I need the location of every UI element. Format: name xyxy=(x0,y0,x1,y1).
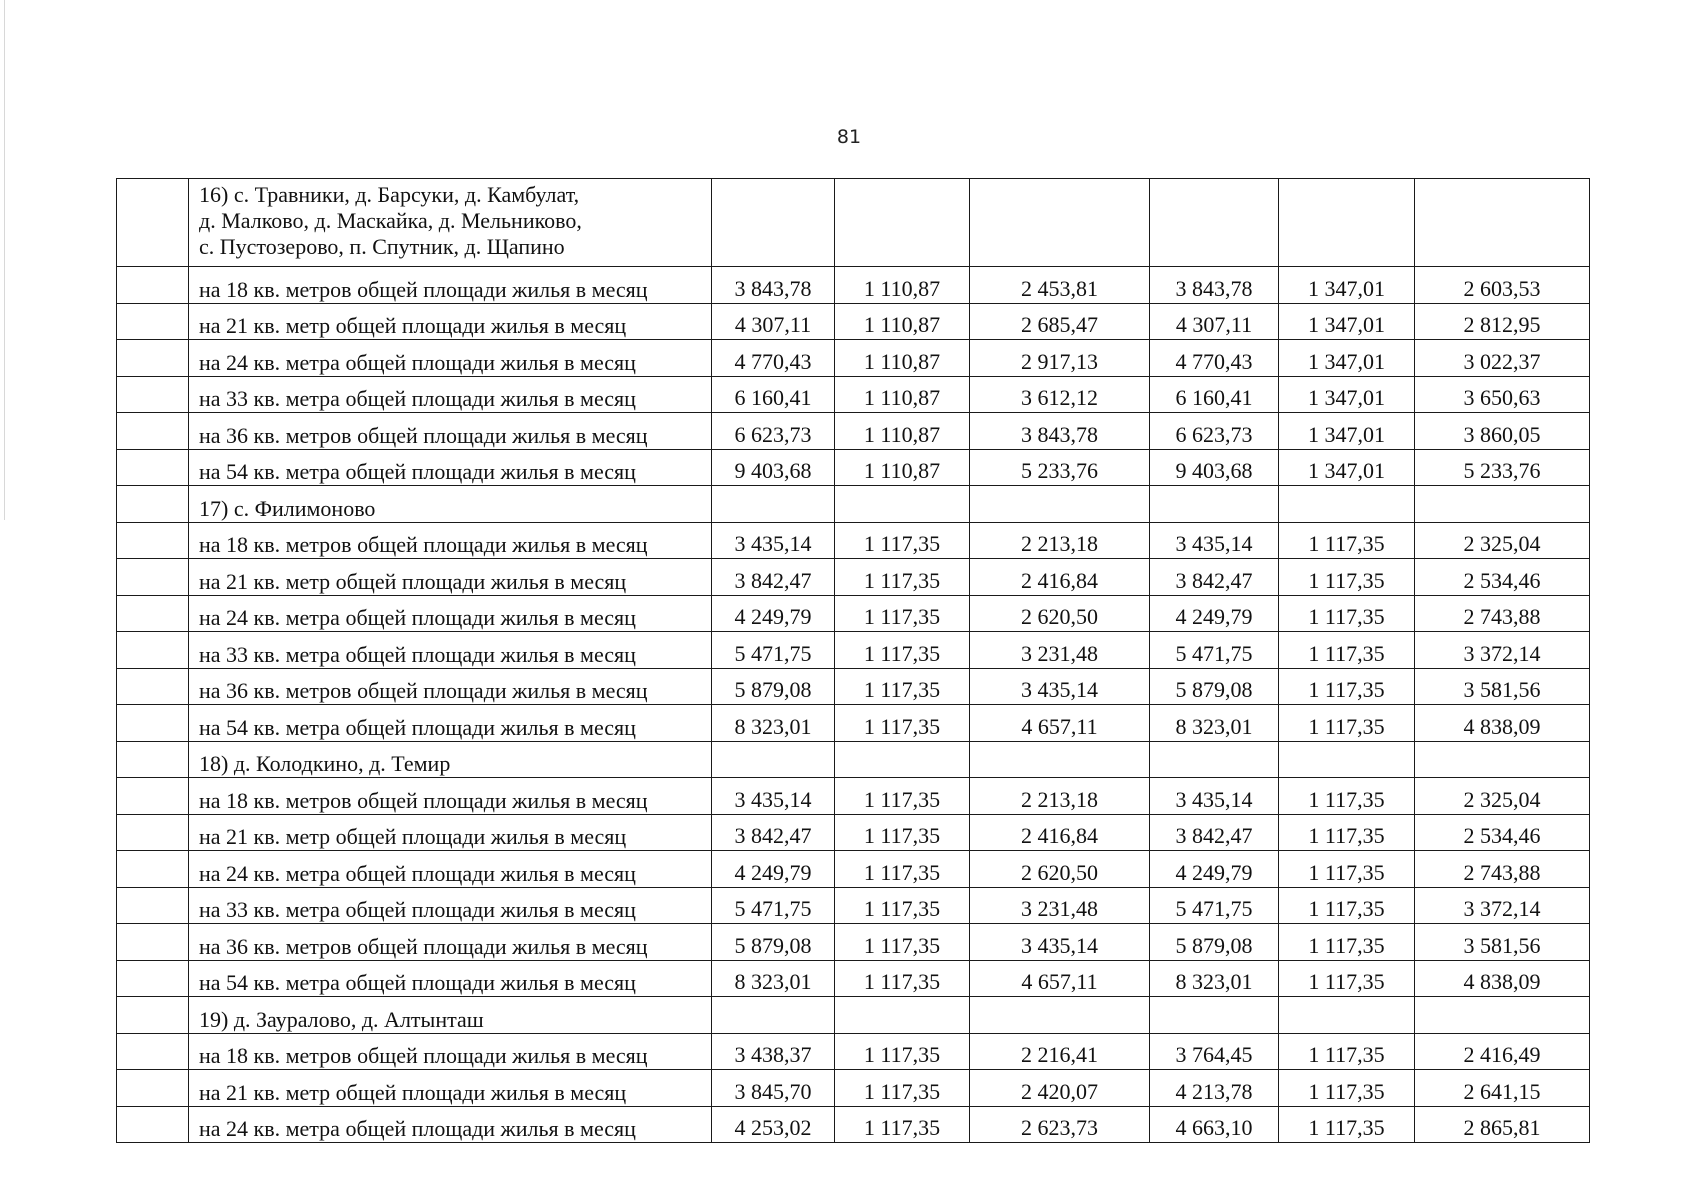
value-cell: 9 403,68 xyxy=(1150,449,1279,486)
empty-value-cell xyxy=(1150,179,1279,267)
value-cell: 5 471,75 xyxy=(1150,887,1279,924)
table-row xyxy=(117,778,1590,815)
value-cell: 1 117,35 xyxy=(835,1070,970,1107)
value-cell: 1 117,35 xyxy=(1279,1033,1415,1070)
empty-value-cell xyxy=(835,741,970,778)
group-title: 19) д. Зауралово, д. Алтынташ xyxy=(189,997,712,1034)
value-cell: 1 117,35 xyxy=(1279,924,1415,961)
value-cell: 3 843,78 xyxy=(1150,267,1279,304)
value-cell: 3 372,14 xyxy=(1415,632,1590,669)
value-cell: 3 764,45 xyxy=(1150,1033,1279,1070)
value-cell: 1 117,35 xyxy=(1279,960,1415,997)
row-number-cell xyxy=(117,924,189,961)
value-cell: 6 160,41 xyxy=(712,376,835,413)
value-cell: 2 743,88 xyxy=(1415,595,1590,632)
empty-value-cell xyxy=(835,486,970,523)
value-cell: 1 117,35 xyxy=(835,705,970,742)
value-cell: 3 842,47 xyxy=(1150,559,1279,596)
row-label: на 18 кв. метров общей площади жилья в месяц xyxy=(189,522,712,559)
row-label: на 36 кв. метров общей площади жилья в месяц xyxy=(189,924,712,961)
value-cell: 1 117,35 xyxy=(1279,595,1415,632)
value-cell: 3 022,37 xyxy=(1415,340,1590,377)
value-cell: 6 623,73 xyxy=(712,413,835,450)
row-number-cell xyxy=(117,522,189,559)
row-label: на 33 кв. метра общей площади жилья в месяц xyxy=(189,887,712,924)
value-cell: 2 865,81 xyxy=(1415,1106,1590,1143)
value-cell: 2 603,53 xyxy=(1415,267,1590,304)
row-label: на 36 кв. метров общей площади жилья в месяц xyxy=(189,668,712,705)
table-row xyxy=(117,632,1590,669)
row-label: на 33 кв. метра общей площади жилья в месяц xyxy=(189,376,712,413)
row-label: на 18 кв. метров общей площади жилья в месяц xyxy=(189,267,712,304)
value-cell: 3 435,14 xyxy=(1150,778,1279,815)
value-cell: 2 534,46 xyxy=(1415,559,1590,596)
value-cell: 1 117,35 xyxy=(1279,522,1415,559)
value-cell: 1 117,35 xyxy=(1279,814,1415,851)
table-body xyxy=(117,179,1590,1143)
group-header-row xyxy=(117,997,1590,1034)
value-cell: 8 323,01 xyxy=(1150,705,1279,742)
value-cell: 2 216,41 xyxy=(970,1033,1150,1070)
row-number-cell xyxy=(117,303,189,340)
table-row xyxy=(117,267,1590,304)
row-number-cell xyxy=(117,960,189,997)
empty-value-cell xyxy=(970,741,1150,778)
table-row xyxy=(117,303,1590,340)
row-number-cell xyxy=(117,486,189,523)
value-cell: 1 347,01 xyxy=(1279,413,1415,450)
value-cell: 3 843,78 xyxy=(712,267,835,304)
value-cell: 1 117,35 xyxy=(835,960,970,997)
value-cell: 3 612,12 xyxy=(970,376,1150,413)
value-cell: 4 307,11 xyxy=(1150,303,1279,340)
value-cell: 3 231,48 xyxy=(970,632,1150,669)
row-label: на 21 кв. метр общей площади жилья в месяц xyxy=(189,303,712,340)
value-cell: 1 117,35 xyxy=(1279,1106,1415,1143)
value-cell: 4 249,79 xyxy=(1150,851,1279,888)
row-number-cell xyxy=(117,632,189,669)
value-cell: 5 879,08 xyxy=(1150,924,1279,961)
value-cell: 2 416,84 xyxy=(970,559,1150,596)
value-cell: 3 438,37 xyxy=(712,1033,835,1070)
value-cell: 2 623,73 xyxy=(970,1106,1150,1143)
value-cell: 4 663,10 xyxy=(1150,1106,1279,1143)
empty-value-cell xyxy=(1279,486,1415,523)
empty-value-cell xyxy=(1415,741,1590,778)
value-cell: 1 117,35 xyxy=(835,851,970,888)
value-cell: 3 842,47 xyxy=(1150,814,1279,851)
value-cell: 3 435,14 xyxy=(1150,522,1279,559)
row-label: на 21 кв. метр общей площади жилья в месяц xyxy=(189,559,712,596)
row-number-cell xyxy=(117,814,189,851)
value-cell: 1 117,35 xyxy=(835,887,970,924)
row-number-cell xyxy=(117,997,189,1034)
value-cell: 3 842,47 xyxy=(712,814,835,851)
value-cell: 1 110,87 xyxy=(835,340,970,377)
empty-value-cell xyxy=(835,997,970,1034)
empty-value-cell xyxy=(1415,179,1590,267)
empty-value-cell xyxy=(1415,997,1590,1034)
value-cell: 1 117,35 xyxy=(835,1106,970,1143)
tariff-table xyxy=(116,178,1590,1143)
value-cell: 2 620,50 xyxy=(970,851,1150,888)
value-cell: 8 323,01 xyxy=(712,960,835,997)
value-cell: 1 117,35 xyxy=(1279,778,1415,815)
empty-value-cell xyxy=(712,179,835,267)
row-label: на 54 кв. метра общей площади жилья в месяц xyxy=(189,449,712,486)
row-number-cell xyxy=(117,179,189,267)
table-row xyxy=(117,1106,1590,1143)
value-cell: 5 879,08 xyxy=(712,668,835,705)
value-cell: 1 110,87 xyxy=(835,413,970,450)
row-number-cell xyxy=(117,413,189,450)
value-cell: 3 435,14 xyxy=(970,924,1150,961)
value-cell: 4 213,78 xyxy=(1150,1070,1279,1107)
empty-value-cell xyxy=(1150,486,1279,523)
value-cell: 1 117,35 xyxy=(835,814,970,851)
row-label: на 54 кв. метра общей площади жилья в месяц xyxy=(189,705,712,742)
row-number-cell xyxy=(117,851,189,888)
value-cell: 2 534,46 xyxy=(1415,814,1590,851)
empty-value-cell xyxy=(1150,741,1279,778)
row-label: на 24 кв. метра общей площади жилья в месяц xyxy=(189,340,712,377)
value-cell: 5 471,75 xyxy=(1150,632,1279,669)
value-cell: 3 435,14 xyxy=(970,668,1150,705)
table-row xyxy=(117,851,1590,888)
row-label: на 33 кв. метра общей площади жилья в месяц xyxy=(189,632,712,669)
value-cell: 2 325,04 xyxy=(1415,522,1590,559)
value-cell: 1 117,35 xyxy=(835,924,970,961)
row-label: на 24 кв. метра общей площади жилья в месяц xyxy=(189,595,712,632)
value-cell: 2 420,07 xyxy=(970,1070,1150,1107)
row-number-cell xyxy=(117,267,189,304)
value-cell: 1 347,01 xyxy=(1279,376,1415,413)
empty-value-cell xyxy=(970,486,1150,523)
empty-value-cell xyxy=(1279,741,1415,778)
value-cell: 2 453,81 xyxy=(970,267,1150,304)
table-row xyxy=(117,559,1590,596)
row-number-cell xyxy=(117,705,189,742)
group-header-row xyxy=(117,179,1590,267)
value-cell: 1 117,35 xyxy=(1279,559,1415,596)
empty-value-cell xyxy=(712,741,835,778)
row-number-cell xyxy=(117,1070,189,1107)
table-row xyxy=(117,449,1590,486)
value-cell: 1 117,35 xyxy=(835,522,970,559)
table-row xyxy=(117,1070,1590,1107)
value-cell: 1 110,87 xyxy=(835,449,970,486)
row-number-cell xyxy=(117,1106,189,1143)
value-cell: 9 403,68 xyxy=(712,449,835,486)
value-cell: 5 233,76 xyxy=(970,449,1150,486)
group-title: 16) с. Травники, д. Барсуки, д. Камбулат, д. Малково, д. Маскайка, д. Мельниково, с. Пустозерово, п. Спутник, д. Щапино xyxy=(189,179,712,267)
empty-value-cell xyxy=(1279,997,1415,1034)
table-row xyxy=(117,960,1590,997)
value-cell: 2 620,50 xyxy=(970,595,1150,632)
value-cell: 1 117,35 xyxy=(835,778,970,815)
empty-value-cell xyxy=(712,997,835,1034)
value-cell: 5 879,08 xyxy=(712,924,835,961)
value-cell: 4 249,79 xyxy=(1150,595,1279,632)
value-cell: 1 117,35 xyxy=(1279,887,1415,924)
group-header-row xyxy=(117,486,1590,523)
row-number-cell xyxy=(117,778,189,815)
row-number-cell xyxy=(117,376,189,413)
value-cell: 4 249,79 xyxy=(712,851,835,888)
value-cell: 4 838,09 xyxy=(1415,705,1590,742)
row-number-cell xyxy=(117,340,189,377)
value-cell: 3 435,14 xyxy=(712,522,835,559)
value-cell: 4 657,11 xyxy=(970,705,1150,742)
row-number-cell xyxy=(117,668,189,705)
value-cell: 1 117,35 xyxy=(835,595,970,632)
value-cell: 2 641,15 xyxy=(1415,1070,1590,1107)
value-cell: 1 117,35 xyxy=(1279,1070,1415,1107)
value-cell: 4 249,79 xyxy=(712,595,835,632)
value-cell: 3 435,14 xyxy=(712,778,835,815)
value-cell: 5 233,76 xyxy=(1415,449,1590,486)
row-number-cell xyxy=(117,1033,189,1070)
empty-value-cell xyxy=(970,997,1150,1034)
table-row xyxy=(117,924,1590,961)
value-cell: 1 110,87 xyxy=(835,267,970,304)
table-row xyxy=(117,705,1590,742)
value-cell: 8 323,01 xyxy=(712,705,835,742)
value-cell: 2 812,95 xyxy=(1415,303,1590,340)
row-label: на 21 кв. метр общей площади жилья в месяц xyxy=(189,1070,712,1107)
empty-value-cell xyxy=(835,179,970,267)
row-label: на 18 кв. метров общей площади жилья в месяц xyxy=(189,1033,712,1070)
group-title: 17) с. Филимоново xyxy=(189,486,712,523)
table-row xyxy=(117,376,1590,413)
value-cell: 1 117,35 xyxy=(835,559,970,596)
table-row xyxy=(117,595,1590,632)
row-label: на 54 кв. метра общей площади жилья в месяц xyxy=(189,960,712,997)
table-row xyxy=(117,340,1590,377)
row-number-cell xyxy=(117,559,189,596)
value-cell: 5 471,75 xyxy=(712,632,835,669)
value-cell: 4 307,11 xyxy=(712,303,835,340)
row-number-cell xyxy=(117,887,189,924)
table-row xyxy=(117,522,1590,559)
value-cell: 4 253,02 xyxy=(712,1106,835,1143)
empty-value-cell xyxy=(1279,179,1415,267)
value-cell: 5 879,08 xyxy=(1150,668,1279,705)
value-cell: 1 117,35 xyxy=(1279,668,1415,705)
value-cell: 4 770,43 xyxy=(712,340,835,377)
value-cell: 1 117,35 xyxy=(1279,851,1415,888)
value-cell: 2 416,49 xyxy=(1415,1033,1590,1070)
row-label: на 24 кв. метра общей площади жилья в месяц xyxy=(189,1106,712,1143)
group-header-row xyxy=(117,741,1590,778)
value-cell: 2 416,84 xyxy=(970,814,1150,851)
value-cell: 3 581,56 xyxy=(1415,668,1590,705)
value-cell: 1 117,35 xyxy=(835,668,970,705)
value-cell: 2 213,18 xyxy=(970,778,1150,815)
value-cell: 1 347,01 xyxy=(1279,449,1415,486)
value-cell: 2 917,13 xyxy=(970,340,1150,377)
value-cell: 5 471,75 xyxy=(712,887,835,924)
empty-value-cell xyxy=(1415,486,1590,523)
row-number-cell xyxy=(117,449,189,486)
table-row xyxy=(117,1033,1590,1070)
value-cell: 1 117,35 xyxy=(1279,632,1415,669)
row-label: на 21 кв. метр общей площади жилья в месяц xyxy=(189,814,712,851)
value-cell: 6 623,73 xyxy=(1150,413,1279,450)
scan-edge-line xyxy=(4,0,5,520)
value-cell: 1 110,87 xyxy=(835,376,970,413)
value-cell: 3 860,05 xyxy=(1415,413,1590,450)
value-cell: 2 743,88 xyxy=(1415,851,1590,888)
value-cell: 1 117,35 xyxy=(835,632,970,669)
value-cell: 1 347,01 xyxy=(1279,340,1415,377)
empty-value-cell xyxy=(970,179,1150,267)
group-title: 18) д. Колодкино, д. Темир xyxy=(189,741,712,778)
row-label: на 24 кв. метра общей площади жилья в месяц xyxy=(189,851,712,888)
row-number-cell xyxy=(117,595,189,632)
value-cell: 2 685,47 xyxy=(970,303,1150,340)
table-row xyxy=(117,814,1590,851)
value-cell: 2 325,04 xyxy=(1415,778,1590,815)
empty-value-cell xyxy=(1150,997,1279,1034)
value-cell: 1 117,35 xyxy=(1279,705,1415,742)
row-number-cell xyxy=(117,741,189,778)
value-cell: 3 843,78 xyxy=(970,413,1150,450)
table-row xyxy=(117,668,1590,705)
value-cell: 3 842,47 xyxy=(712,559,835,596)
value-cell: 3 845,70 xyxy=(712,1070,835,1107)
value-cell: 1 347,01 xyxy=(1279,303,1415,340)
value-cell: 1 110,87 xyxy=(835,303,970,340)
value-cell: 4 657,11 xyxy=(970,960,1150,997)
value-cell: 3 231,48 xyxy=(970,887,1150,924)
row-label: на 18 кв. метров общей площади жилья в месяц xyxy=(189,778,712,815)
page-number: 81 xyxy=(836,126,862,148)
table-row xyxy=(117,413,1590,450)
value-cell: 1 347,01 xyxy=(1279,267,1415,304)
value-cell: 4 770,43 xyxy=(1150,340,1279,377)
empty-value-cell xyxy=(712,486,835,523)
row-label: на 36 кв. метров общей площади жилья в месяц xyxy=(189,413,712,450)
value-cell: 3 372,14 xyxy=(1415,887,1590,924)
value-cell: 8 323,01 xyxy=(1150,960,1279,997)
value-cell: 4 838,09 xyxy=(1415,960,1590,997)
value-cell: 3 581,56 xyxy=(1415,924,1590,961)
value-cell: 2 213,18 xyxy=(970,522,1150,559)
value-cell: 1 117,35 xyxy=(835,1033,970,1070)
value-cell: 6 160,41 xyxy=(1150,376,1279,413)
value-cell: 3 650,63 xyxy=(1415,376,1590,413)
table-row xyxy=(117,887,1590,924)
